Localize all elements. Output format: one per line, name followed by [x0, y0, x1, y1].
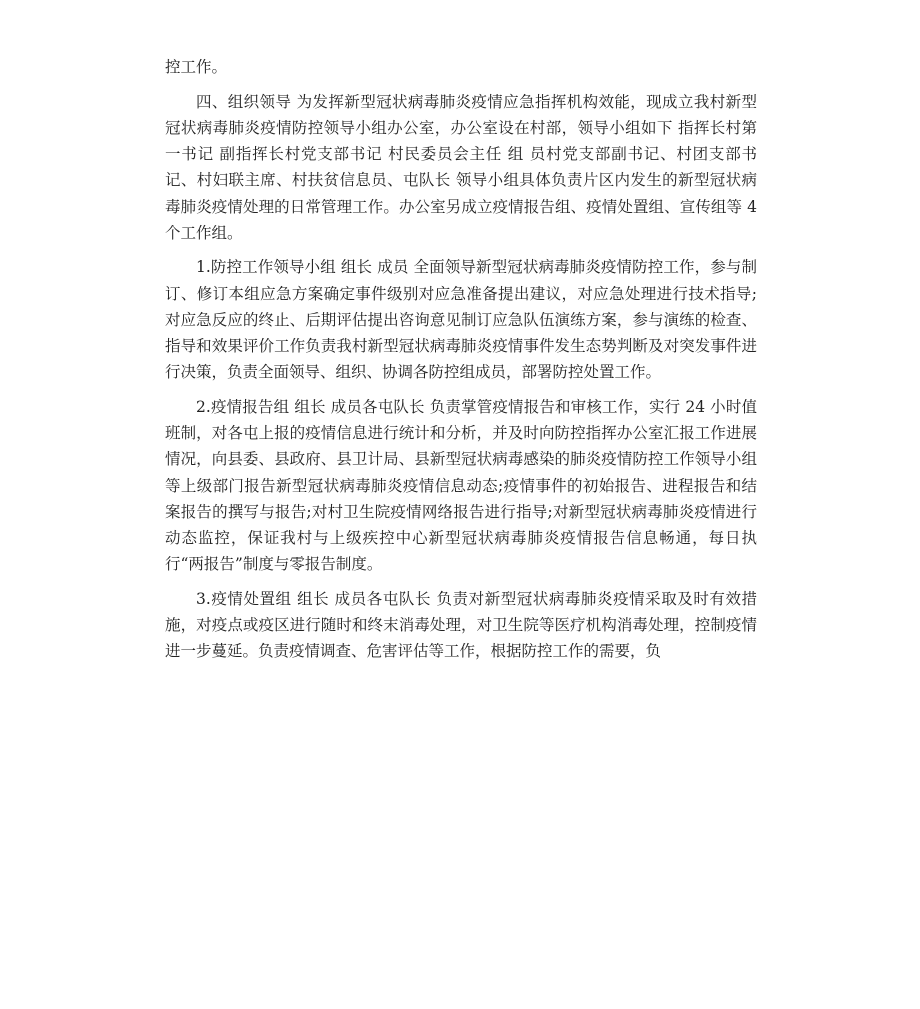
paragraph-organization-leadership: 四、组织领导 为发挥新型冠状病毒肺炎疫情应急指挥机构效能，现成立我村新型冠状病毒肺炎疫情防控领导小组办公室，办公室设在村部，领导小组如下 指挥长村第一书记 副指挥长村党支部书记 村民委员会主任 组 员村党支部副书记、村团支部书记、村妇联主席、村扶贫信息员、屯队长 领导小组具体负责片区内发生的新型冠状病毒肺炎疫情处理的日常管理工作。办公室另成立疫情报告组、疫情处置组、宣传组等 4 个工作组。 — [165, 92, 757, 242]
paragraph-continuation: 控工作。 — [165, 58, 228, 76]
paragraph-report-group: 2.疫情报告组 组长 成员各屯队长 负责掌管疫情报告和审核工作，实行 24 小时值班制，对各屯上报的疫情信息进行统计和分析，并及时向防控指挥办公室汇报工作进展情况，向县委、县政府、县卫计局、县新型冠状病毒感染的肺炎疫情防控工作领导小组等上级部门报告新型冠状病毒肺炎疫情信息动态;疫情事件的初始报告、进程报告和结案报告的撰写与报告;对村卫生院疫情网络报告进行指导;对新型冠状病毒肺炎疫情进行动态监控，保证我村与上级疾控中心新型冠状病毒肺炎疫情报告信息畅通，每日执行“两报告”制度与零报告制度。 — [165, 397, 757, 574]
paragraph-disposal-group: 3.疫情处置组 组长 成员各屯队长 负责对新型冠状病毒肺炎疫情采取及时有效措施，对疫点或疫区进行随时和终末消毒处理，对卫生院等医疗机构消毒处理，控制疫情进一步蔓延。负责疫情调查、危害评估等工作，根据防控工作的需要，负 — [165, 589, 757, 661]
paragraph-leadership-group: 1.防控工作领导小组 组长 成员 全面领导新型冠状病毒肺炎疫情防控工作，参与制订、修订本组应急方案确定事件级别对应急准备提出建议，对应急处理进行技术指导;对应急反应的终止、后期评估提出咨询意见制订应急队伍演练方案，参与演练的检查、指导和效果评价工作负责我村新型冠状病毒肺炎疫情事件发生态势判断及对突发事件进行决策，负责全面领导、组织、协调各防控组成员，部署防控处置工作。 — [165, 258, 757, 382]
document-body — [165, 54, 757, 673]
